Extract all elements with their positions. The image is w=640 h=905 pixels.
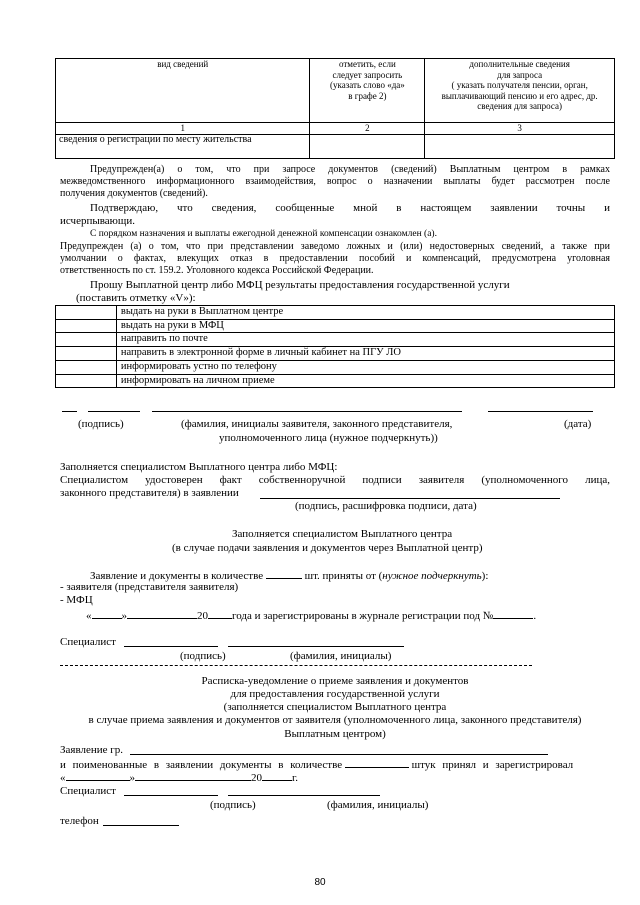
option-row[interactable] <box>56 360 615 374</box>
option-row[interactable] <box>56 347 615 361</box>
header-cell-extra: дополнительные сведения для запроса ( указать получателя пенсии, орган, выплачивающий пенсию и его адрес, др. сведения для запроса) <box>425 59 615 123</box>
registration-line: « » 20 года и зарегистрированы в журнале регистрации под № . <box>86 610 537 622</box>
receipt-specialist-label: Специалист <box>60 785 116 797</box>
receipt-applicant-label: Заявление гр. <box>60 744 124 756</box>
accepted-end: ): <box>481 570 489 582</box>
signature-caption: (подпись) <box>78 418 124 430</box>
request-line1: Прошу Выплатной центр либо МФЦ результаты предоставления государственной услуги <box>90 279 510 291</box>
docs-count-field[interactable] <box>266 569 302 579</box>
option-checkbox[interactable] <box>56 347 117 361</box>
receipt-docs-line <box>60 758 610 771</box>
request-table-row <box>56 134 615 158</box>
from-mfc-option[interactable]: - МФЦ <box>60 594 93 606</box>
option-label: направить в электронной форме в личный кабинет на ПГУ ЛО <box>116 347 614 361</box>
confirm-line2: исчерпывающи. <box>60 215 135 227</box>
receipt-year-field[interactable] <box>262 771 292 781</box>
year-prefix: 20 <box>197 610 208 622</box>
page-number: 80 <box>314 877 326 888</box>
receipt-phone-field[interactable] <box>103 825 179 826</box>
option-label: выдать на руки в Выплатном центре <box>116 306 614 320</box>
receipt-applicant-line[interactable] <box>130 754 548 755</box>
warning2-line3: ответственность по ст. 159.2. Уголовного кодекса Российской Федерации. <box>60 265 374 276</box>
receipt-quote-close: » <box>129 772 135 784</box>
option-label: информировать устно по телефону <box>116 360 614 374</box>
receipt-title-3: (заполняется специалистом Выплатного центра <box>223 701 447 713</box>
request-table-header-row <box>56 59 615 123</box>
receipt-title-5: Выплатным центром) <box>284 728 386 740</box>
accepted-prefix: Заявление и документы в количестве <box>90 570 264 582</box>
receipt-month-field[interactable] <box>135 771 251 781</box>
center-sign-caption: (подпись) <box>180 650 226 662</box>
registered-text: года и зарегистрированы в журнале регистрации под № <box>232 610 494 622</box>
signature-line[interactable] <box>88 411 140 412</box>
accepted-italic: нужное подчеркнуть <box>382 570 482 582</box>
number-cell-2: 2 <box>310 123 425 135</box>
option-label: информировать на личном приеме <box>116 374 614 388</box>
center-specialist-sign-line[interactable] <box>124 646 218 647</box>
receipt-title-2: для предоставления государственной услуги <box>230 688 440 700</box>
center-heading-2: (в случае подачи заявления и документов через Выплатной центр) <box>172 542 483 554</box>
option-checkbox[interactable] <box>56 360 117 374</box>
quote-open: « <box>86 610 92 622</box>
header-cell-type: вид сведений <box>56 59 310 123</box>
confirm-line1: Подтверждаю, что сведения, сообщенные мной в настоящем заявлении точны и <box>90 202 610 214</box>
month-field[interactable] <box>127 609 197 619</box>
row-cell-extra[interactable] <box>425 134 615 158</box>
from-applicant-option[interactable]: - заявителя (представителя заявителя) <box>60 581 239 593</box>
cut-line <box>60 665 532 666</box>
receipt-title-4: в случае приема заявления и документов от заявителя (уполномоченного лица, законного представителя) <box>88 714 582 726</box>
name-line[interactable] <box>152 411 462 412</box>
receipt-phone-label: телефон <box>60 815 99 827</box>
option-label: направить по почте <box>116 333 614 347</box>
receipt-year-prefix: 20 <box>251 772 262 784</box>
option-checkbox[interactable] <box>56 319 117 333</box>
receipt-docs-suffix: штук принял и зарегистрировал <box>411 759 574 771</box>
receipt-title-1: Расписка-уведомление о приеме заявления и документов <box>201 675 469 687</box>
receipt-name-caption: (фамилия, инициалы) <box>327 799 429 811</box>
mfc-heading: Заполняется специалистом Выплатного центра либо МФЦ: <box>60 461 338 473</box>
number-cell-3: 3 <box>425 123 615 135</box>
mfc-signature-line[interactable] <box>260 498 560 499</box>
day-field[interactable] <box>92 609 122 619</box>
request-table-number-row <box>56 123 615 135</box>
name-caption-1: (фамилия, инициалы заявителя, законного представителя, <box>181 418 453 430</box>
option-label: выдать на руки в МФЦ <box>116 319 614 333</box>
warning2-line1: Предупрежден (а) о том, что при представлении заведомо ложных и (или) недостоверных сведений, а также при <box>60 241 610 252</box>
receipt-quote-open: « <box>60 772 66 784</box>
option-checkbox[interactable] <box>56 374 117 388</box>
receipt-date-line <box>60 771 298 784</box>
option-row[interactable] <box>56 319 615 333</box>
accepted-suffix: шт. приняты от ( <box>304 570 383 582</box>
receipt-specialist-name-line[interactable] <box>228 795 380 796</box>
row-cell-type: сведения о регистрации по месту жительства <box>56 134 310 158</box>
warning2-line2: умолчании о фактах, влекущих отказ в предоставлении пособий и компенсаций, предусмотрена уголовная <box>60 253 610 264</box>
request-line2: (поставить отметку «V»): <box>76 292 196 304</box>
center-specialist-label: Специалист <box>60 636 116 648</box>
year-field[interactable] <box>208 609 232 619</box>
option-checkbox[interactable] <box>56 333 117 347</box>
date-line[interactable] <box>488 411 593 412</box>
receipt-sign-caption: (подпись) <box>210 799 256 811</box>
option-checkbox[interactable] <box>56 306 117 320</box>
warning1-line2: межведомственного информационного взаимодействия, вопрос о назначении выплаты будет рассмотрен после <box>60 176 610 187</box>
warning1-line3: получения документов (сведений). <box>60 188 208 199</box>
header-cell-mark: отметить, если следует запросить (указать слово «да» в графе 2) <box>310 59 425 123</box>
mfc-line2: законного представителя) в заявлении <box>60 487 239 499</box>
registration-number-field[interactable] <box>493 609 533 619</box>
name-caption-2: уполномоченного лица (нужное подчеркнуть)) <box>219 432 438 444</box>
center-heading-1: Заполняется специалистом Выплатного центра <box>232 528 453 540</box>
mfc-line1: Специалистом удостоверен факт собственноручной подписи заявителя (уполномоченного лица, <box>60 474 610 486</box>
receipt-docs-text: и поименованные в заявлении документы в количестве <box>60 759 343 771</box>
signature-line-short[interactable] <box>62 411 77 412</box>
quote-close: » <box>121 610 127 622</box>
option-row[interactable] <box>56 306 615 320</box>
date-caption: (дата) <box>564 418 592 430</box>
receipt-docs-count-field[interactable] <box>345 758 409 768</box>
row-cell-mark[interactable] <box>310 134 425 158</box>
mfc-caption: (подпись, расшифровка подписи, дата) <box>295 500 477 512</box>
option-row[interactable] <box>56 374 615 388</box>
center-name-caption: (фамилия, инициалы) <box>290 650 392 662</box>
receipt-day-field[interactable] <box>66 771 130 781</box>
order-text: С порядком назначения и выплаты ежегодной денежной компенсации ознакомлен (а). <box>90 229 437 239</box>
request-table <box>55 58 615 159</box>
delivery-options-table <box>55 305 615 388</box>
center-specialist-name-line[interactable] <box>228 646 404 647</box>
number-cell-1: 1 <box>56 123 310 135</box>
receipt-specialist-sign-line[interactable] <box>124 795 218 796</box>
warning1-line1: Предупрежден(а) о том, что при запросе документов (сведений) Выплатным центром в рамках <box>90 164 610 175</box>
option-row[interactable] <box>56 333 615 347</box>
receipt-year-suffix: г. <box>292 772 299 784</box>
